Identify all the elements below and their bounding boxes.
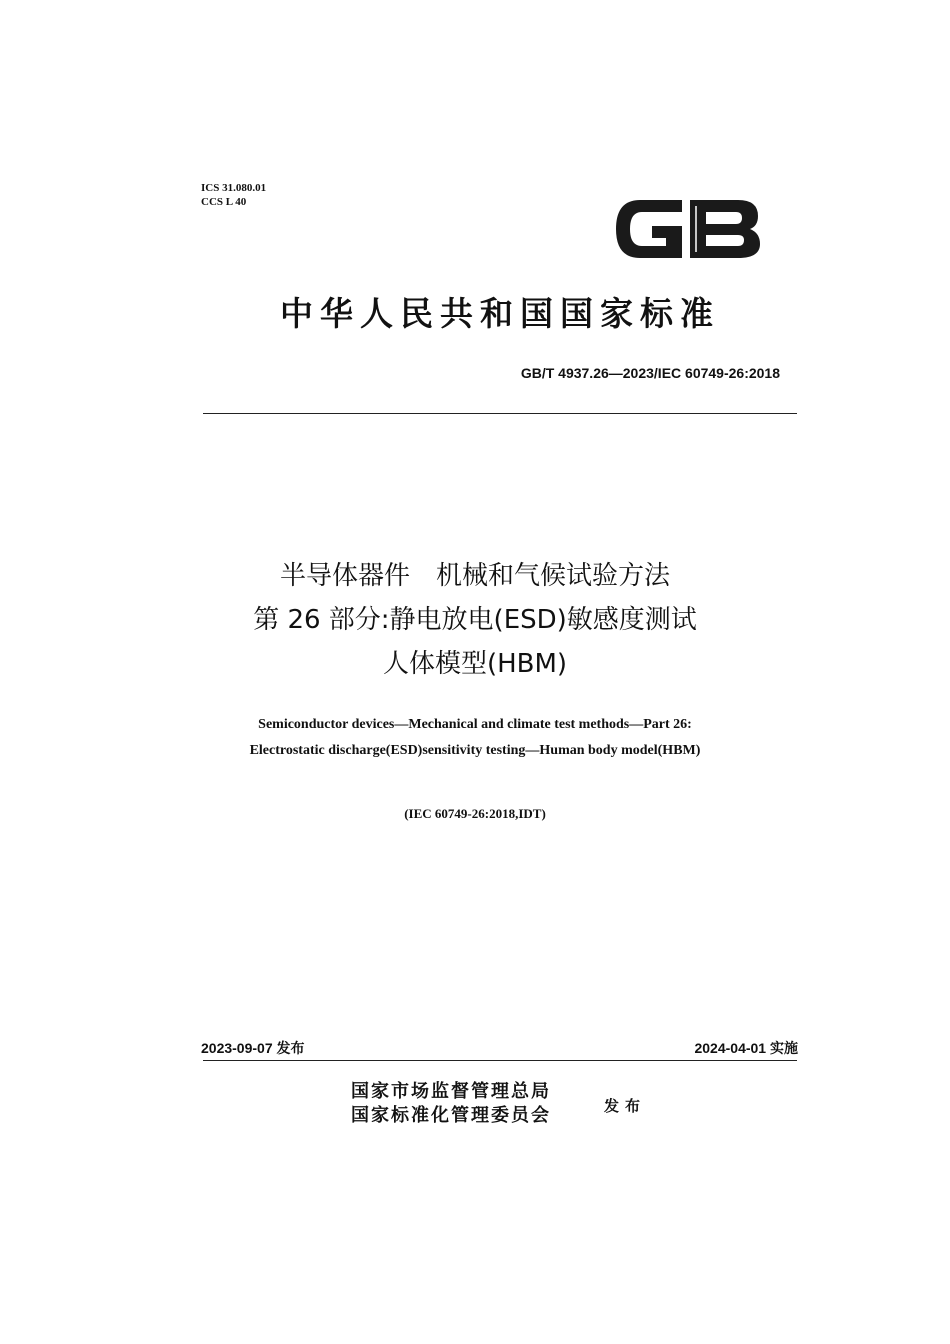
adoption-note: (IEC 60749-26:2018,IDT) <box>404 806 546 821</box>
issue-date: 2023-09-07 发布 <box>201 1040 305 1056</box>
chinese-title-line-1: 半导体器件 机械和气候试验方法 <box>279 561 670 591</box>
gb-logo <box>612 190 762 268</box>
chinese-title <box>150 554 800 686</box>
ics-code: ICS 31.080.01 <box>201 182 267 194</box>
english-title-line-1: Semiconductor devices—Mechanical and climate test methods—Part 26: <box>258 717 692 732</box>
english-title-line-2: Electrostatic discharge(ESD)sensitivity testing—Human body model(HBM) <box>249 743 701 758</box>
english-title <box>150 712 800 764</box>
issuer-sac: 国家标准化管理委员会 <box>351 1105 551 1126</box>
chinese-title-line-2: 第 26 部分:静电放电(ESD)敏感度测试 <box>253 605 697 635</box>
issuing-authorities <box>351 1080 551 1128</box>
top-divider <box>203 413 797 414</box>
standard-number: GB/T 4937.26—2023/IEC 60749-26:2018 <box>520 365 780 381</box>
issuer-samr: 国家市场监督管理总局 <box>351 1081 551 1102</box>
classification-codes <box>201 181 266 209</box>
chinese-title-line-3: 人体模型(HBM) <box>382 649 568 679</box>
implementation-date: 2024-04-01 实施 <box>694 1040 798 1056</box>
gb-logo-icon <box>612 190 762 268</box>
publish-label: 发布 <box>604 1097 647 1115</box>
bottom-divider <box>203 1060 797 1061</box>
ccs-code: CCS L 40 <box>201 196 247 208</box>
standard-type-heading: 中华人民共和国国家标准 <box>280 294 720 333</box>
